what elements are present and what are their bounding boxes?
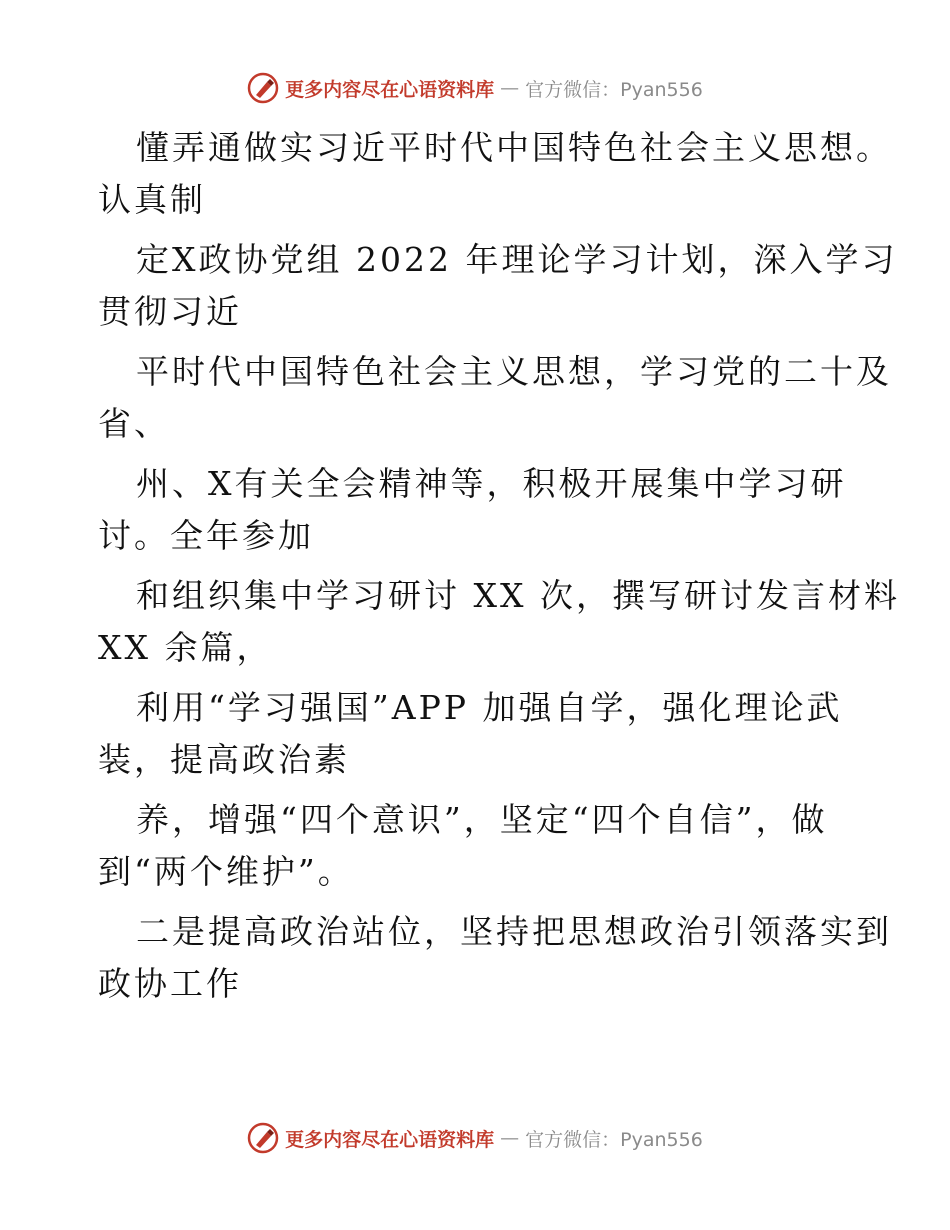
pen-logo-icon (247, 72, 279, 104)
paragraph-line: 贯彻习近 (98, 292, 242, 331)
watermark-separator: — (500, 77, 520, 99)
paragraph-line: 州、X有关全会精神等，积极开展集中学习研 (136, 464, 847, 503)
paragraph-line: 认真制 (98, 180, 206, 219)
paragraph-line: 装，提高政治素 (98, 740, 350, 779)
pen-logo-icon (247, 1122, 279, 1154)
watermark-separator: — (500, 1127, 520, 1149)
document-body (98, 118, 900, 1014)
paragraph-line: 省、 (98, 404, 170, 443)
paragraph-line: 二是提高政治站位，坚持把思想政治引领落实到 (136, 912, 892, 951)
paragraph-line: 平时代中国特色社会主义思想，学习党的二十及 (136, 352, 892, 391)
watermark-account: 官方微信：Pyan556 (525, 78, 703, 101)
watermark-text: 更多内容尽在心语资料库 (285, 1128, 495, 1151)
header-watermark (0, 72, 950, 104)
paragraph-line: 定X政协党组 2022 年理论学习计划，深入学习 (136, 240, 898, 279)
footer-watermark (0, 1122, 950, 1154)
watermark-text: 更多内容尽在心语资料库 (285, 78, 495, 101)
paragraph-line: 养，增强“四个意识”，坚定“四个自信”，做 (136, 800, 828, 839)
paragraph-line: 讨。全年参加 (98, 516, 314, 555)
paragraph-line: 到“两个维护”。 (98, 852, 354, 891)
paragraph-line: XX 余篇， (98, 628, 273, 667)
paragraph-line: 懂弄通做实习近平时代中国特色社会主义思想。 (136, 128, 892, 167)
paragraph-line: 和组织集中学习研讨 XX 次，撰写研讨发言材料 (136, 576, 900, 615)
paragraph-line: 利用“学习强国”APP 加强自学，强化理论武 (136, 688, 843, 727)
watermark-account: 官方微信：Pyan556 (525, 1128, 703, 1151)
paragraph-line: 政协工作 (98, 964, 242, 1003)
